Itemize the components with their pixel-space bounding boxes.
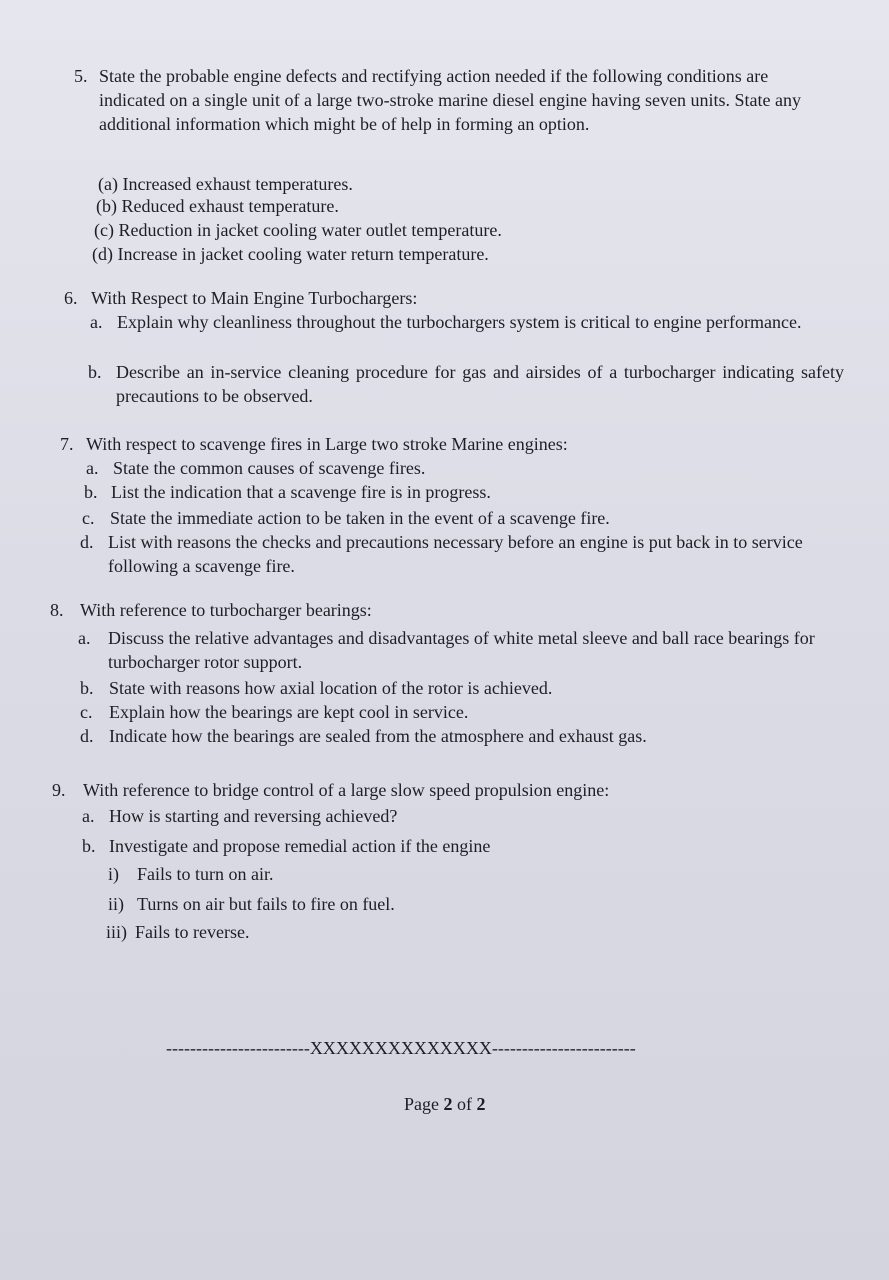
question-5 <box>74 64 834 136</box>
part-text: Indicate how the bearings are sealed from the atmosphere and exhaust gas. <box>109 726 647 746</box>
question-stem: With Respect to Main Engine Turbochargers: <box>91 288 418 308</box>
part-text: State with reasons how axial location of the rotor is achieved. <box>109 678 553 698</box>
part-label: d. <box>80 532 94 552</box>
question-6 <box>64 286 824 310</box>
part-8b <box>80 676 820 700</box>
part-text: State the immediate action to be taken in the event of a scavenge fire. <box>110 508 610 528</box>
part-6b <box>88 360 844 408</box>
subpart-text: Turns on air but fails to fire on fuel. <box>137 894 395 914</box>
question-stem: State the probable engine defects and rectifying action needed if the following conditions are indicated on a single unit of a large two-stroke marine diesel engine having seven units. State any additional information which might be of help in forming an option. <box>99 66 801 134</box>
subpart-text: Fails to reverse. <box>135 922 250 942</box>
part-text: How is starting and reversing achieved? <box>109 806 398 826</box>
subpart-9b-i <box>108 862 808 886</box>
part-label: b. <box>88 362 102 382</box>
part-8c <box>80 700 820 724</box>
question-number: 8. <box>50 600 64 620</box>
part-text: List the indication that a scavenge fire is in progress. <box>111 482 491 502</box>
part-text: Reduction in jacket cooling water outlet temperature. <box>118 220 502 240</box>
part-6a <box>90 310 844 334</box>
part-label: a. <box>82 806 95 826</box>
part-text: Describe an in-service cleaning procedure for gas and airsides of a turbocharger indicating safety precautions to be observed. <box>116 362 844 406</box>
end-divider: ------------------------XXXXXXXXXXXXXX------------------------ <box>166 1038 636 1058</box>
question-9 <box>52 778 812 802</box>
part-label: (d) <box>92 244 113 264</box>
question-number: 9. <box>52 780 66 800</box>
subpart-text: Fails to turn on air. <box>137 864 274 884</box>
part-text: Investigate and propose remedial action if the engine <box>109 836 491 856</box>
part-7b <box>84 480 824 504</box>
question-7 <box>60 432 820 456</box>
question-stem: With reference to turbocharger bearings: <box>80 600 372 620</box>
subpart-9b-ii <box>108 892 808 916</box>
part-label: c. <box>82 508 95 528</box>
part-label: (b) <box>96 196 117 216</box>
part-5a <box>98 172 798 196</box>
part-label: (c) <box>94 220 114 240</box>
part-7c <box>82 506 822 530</box>
part-7d <box>80 530 838 578</box>
subpart-label: ii) <box>108 894 124 914</box>
part-label: (a) <box>98 174 118 194</box>
part-text: Increase in jacket cooling water return temperature. <box>117 244 489 264</box>
part-9b <box>82 834 822 858</box>
part-text: Discuss the relative advantages and disadvantages of white metal sleeve and ball race bearings for turbocharger rotor support. <box>108 628 815 672</box>
page-number: Page 2 of 2 <box>404 1094 486 1114</box>
part-label: d. <box>80 726 94 746</box>
part-text: Reduced exhaust temperature. <box>121 196 339 216</box>
part-label: b. <box>84 482 98 502</box>
part-label: a. <box>86 458 99 478</box>
part-5d <box>92 242 792 266</box>
subpart-9b-iii <box>106 920 806 944</box>
question-stem: With reference to bridge control of a large slow speed propulsion engine: <box>83 780 610 800</box>
part-8d <box>80 724 840 748</box>
part-label: a. <box>90 312 103 332</box>
part-label: a. <box>78 628 91 648</box>
part-5c <box>94 218 794 242</box>
part-label: c. <box>80 702 93 722</box>
question-number: 5. <box>74 66 88 86</box>
part-7a <box>86 456 826 480</box>
question-8 <box>50 598 810 622</box>
part-text: Increased exhaust temperatures. <box>122 174 353 194</box>
part-text: List with reasons the checks and precautions necessary before an engine is put back in to service following a scavenge fire. <box>108 532 803 576</box>
part-label: b. <box>80 678 94 698</box>
subpart-label: iii) <box>106 922 127 942</box>
question-number: 7. <box>60 434 74 454</box>
part-label: b. <box>82 836 96 856</box>
part-text: Explain how the bearings are kept cool in service. <box>109 702 469 722</box>
subpart-label: i) <box>108 864 119 884</box>
question-number: 6. <box>64 288 78 308</box>
part-text: State the common causes of scavenge fires. <box>113 458 426 478</box>
part-9a <box>82 804 822 828</box>
question-stem: With respect to scavenge fires in Large two stroke Marine engines: <box>86 434 568 454</box>
part-text: Explain why cleanliness throughout the turbochargers system is critical to engine performance. <box>117 312 802 332</box>
part-8a <box>78 626 824 674</box>
part-5b <box>96 194 796 218</box>
